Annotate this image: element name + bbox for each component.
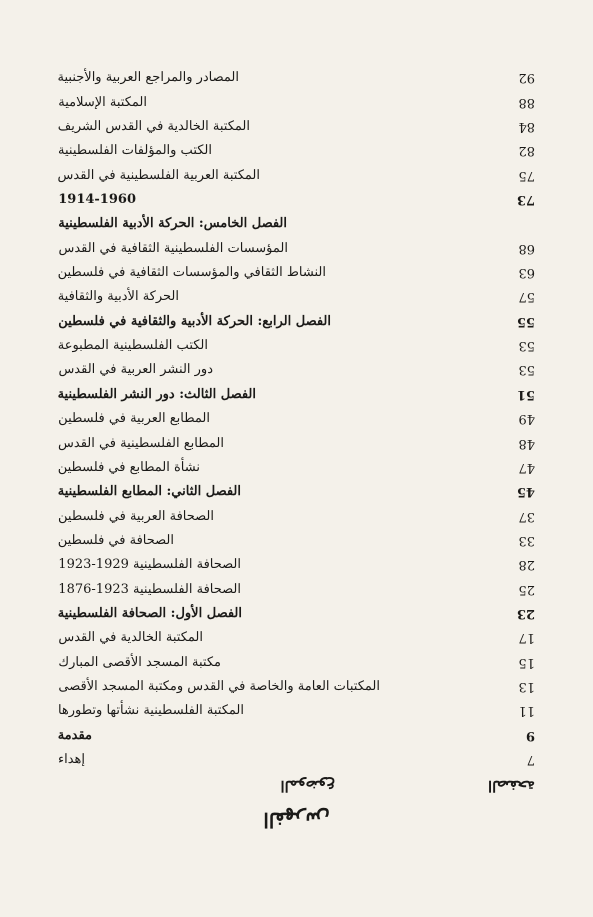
toc-entry [58, 648, 535, 672]
toc-page-number: 82 [518, 143, 535, 159]
toc-page-number: 9 [525, 727, 535, 743]
toc-entry-title: المطابع الفلسطينية في القدس [58, 435, 224, 451]
toc-page-number: 7 [526, 752, 535, 767]
toc-entry [58, 332, 535, 356]
toc-page-number: 11 [518, 703, 535, 719]
toc-entry-title: 1914-1960 [58, 192, 136, 208]
toc-entry-title: المكتبة العربية الفلسطينية في القدس [58, 167, 261, 183]
toc-page-number: 53 [518, 362, 535, 378]
toc-entry [58, 161, 535, 185]
toc-entry-title: دور النشر العربية في القدس [58, 362, 213, 378]
toc-entry [58, 210, 535, 234]
toc-page-number: 63 [518, 265, 535, 281]
toc-page-number: 53 [518, 338, 535, 354]
toc-entry [58, 307, 535, 331]
column-headers [58, 773, 535, 795]
toc-page-number: 15 [518, 654, 535, 670]
toc-entry-title: إهداء [58, 752, 86, 767]
toc-entry [58, 673, 535, 697]
toc-entry [58, 405, 535, 429]
toc-page-number: 47 [518, 459, 535, 475]
toc-entry [58, 502, 535, 526]
toc-entry [58, 429, 535, 453]
toc-entry [58, 186, 535, 210]
toc-entry-title: المكتبة الخالدية في القدس الشريف [58, 119, 251, 135]
toc-page-number: 37 [518, 508, 535, 524]
toc-entry-title: المصادر والمراجع العربية والأجنبية [58, 70, 240, 86]
toc-entry [58, 454, 535, 478]
toc-page-number: 57 [518, 289, 535, 305]
toc-entry [58, 259, 535, 283]
toc-entry [58, 113, 535, 137]
toc-page-number: 17 [518, 630, 535, 646]
toc-entry [58, 527, 535, 551]
toc-entry [58, 234, 535, 258]
toc-entry-title: المؤسسات الفلسطينية الثقافية في القدس [58, 240, 288, 256]
toc-entry-title: النشاط الثقافي والمؤسسات الثقافية في فلسطين [58, 265, 327, 281]
toc-entry-title: الفصل الثاني: المطابع الفلسطينية [58, 484, 242, 500]
toc-page-number: 28 [518, 557, 535, 573]
toc-page-number: 33 [518, 532, 535, 548]
toc-entry-title: المكتبة الخالدية في القدس [58, 630, 203, 646]
toc-entry-title: الصحافة الفلسطينية 1929-1923 [58, 557, 241, 573]
page-title: الفهرس [263, 808, 330, 832]
toc-entry [58, 88, 535, 112]
toc-entry [58, 600, 535, 624]
toc-entry-title: الصحافة في فلسطين [58, 532, 175, 548]
toc-entry-title: الصحافة الفلسطينية 1923-1876 [58, 581, 241, 597]
toc-page-number: 73 [516, 192, 535, 208]
toc-page-number: 68 [518, 240, 535, 256]
toc-entry-title: الفصل الثالث: دور النشر الفلسطينية [58, 386, 257, 402]
toc-entry [58, 624, 535, 648]
toc-entry [58, 478, 535, 502]
toc-page-number: 88 [518, 94, 535, 110]
page-column-header: الصفحة [487, 777, 535, 795]
toc-entry-title: المطابع العربية في فلسطين [58, 411, 210, 427]
toc-entry [58, 697, 535, 721]
toc-page-number: 51 [516, 386, 535, 402]
toc-entry-title: مقدمة [58, 727, 93, 743]
toc-page-number: 49 [518, 411, 535, 427]
toc-entry [58, 381, 535, 405]
toc-entry-title: المكتبة الإسلامية [58, 94, 147, 110]
toc-entry [58, 283, 535, 307]
toc-entry [58, 137, 535, 161]
toc-entry-title: المكتبة الفلسطينية نشأتها وتطورها [58, 703, 245, 719]
toc-entry-title: الحركة الأدبية والثقافية [58, 289, 180, 305]
topic-column-header: الموضوع [280, 777, 335, 795]
toc-entry-title: المكتبات العامة والخاصة في القدس ومكتبة المسجد الأقصى [58, 678, 380, 694]
toc-entry-title: الفصل الخامس: الحركة الأدبية الفلسطينية [58, 216, 287, 232]
toc-page-number: 55 [516, 313, 535, 329]
toc-entry-title: مكتبة المسجد الأقصى المبارك [58, 654, 221, 670]
toc-entry-title: الفصل الأول: الصحافة الفلسطينية [58, 605, 243, 621]
toc-entry [58, 746, 535, 770]
toc-entry-title: نشأة المطابع في فلسطين [58, 459, 201, 475]
toc-page-number: 25 [518, 581, 535, 597]
toc-entry [58, 721, 535, 745]
toc-page-number: 75 [518, 167, 535, 183]
toc-page-number: 84 [518, 119, 535, 135]
toc-list [58, 64, 535, 770]
toc-entry [58, 356, 535, 380]
toc-entry [58, 551, 535, 575]
toc-entry-title: الفصل الرابع: الحركة الأدبية والثقافية في فلسطين [58, 313, 331, 329]
toc-page-number: 13 [518, 678, 535, 694]
toc-page-number: 92 [518, 70, 535, 86]
toc-entry-title: الكتب والمؤلفات الفلسطينية [58, 143, 212, 159]
toc-page-number: 48 [518, 435, 535, 451]
toc-entry [58, 64, 535, 88]
toc-entry-title: الصحافة العربية في فلسطين [58, 508, 214, 524]
toc-page-number: 23 [516, 605, 535, 621]
toc-page-number: 45 [516, 484, 535, 500]
toc-entry-title: الكتب الفلسطينية المطبوعة [58, 338, 209, 354]
toc-entry [58, 575, 535, 599]
